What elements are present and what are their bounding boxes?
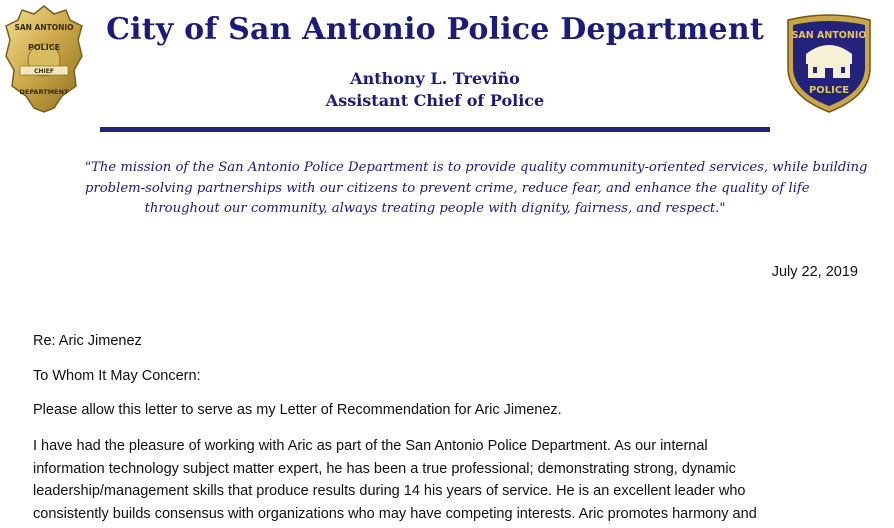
mission-statement: [85, 158, 868, 220]
body-line: consistently builds consensus with organizations who may have competing interests. Aric promotes harmony and: [33, 505, 757, 522]
mission-line: "The mission of the San Antonio Police Department is to provide quality community-oriented services, while building: [85, 160, 868, 175]
badge-right-line-2: POLICE: [808, 85, 850, 96]
body-line: leadership/management skills that produce results during 14 his years of service. He is an excellent leader who: [33, 483, 746, 499]
letter-subject: Re: Aric Jimenez: [33, 333, 142, 349]
san-antonio-police-patch-icon: [782, 14, 876, 114]
badge-left-line-2: POLICE: [27, 43, 61, 52]
officer-name: Anthony L. Treviño: [350, 69, 520, 88]
mission-line: problem-solving partnerships with our citizens to prevent crime, reduce fear, and enhance the quality of life: [85, 180, 810, 196]
chief-badge-icon: [4, 4, 84, 114]
mission-line: throughout our community, always treating people with dignity, fairness, and respect.": [144, 201, 726, 216]
header-divider: [100, 127, 770, 132]
page-title: City of San Antonio Police Department: [106, 12, 764, 47]
letter-salutation: To Whom It May Concern:: [33, 368, 201, 384]
badge-left-line-4: DEPARTMENT: [19, 88, 69, 96]
body-line: information technology subject matter expert, he has been a true professional; demonstrating strong, dynamic: [33, 460, 736, 477]
body-line: I have had the pleasure of working with Aric as part of the San Antonio Police Department. As our internal: [33, 438, 708, 454]
badge-right-line-1: SAN ANTONIO: [791, 30, 867, 41]
letter-date: July 22, 2019: [771, 264, 858, 280]
letter-intro: Please allow this letter to serve as my Letter of Recommendation for Aric Jimenez.: [33, 402, 562, 418]
badge-left-line-1: SAN ANTONIO: [14, 23, 74, 32]
officer-title: Assistant Chief of Police: [325, 91, 545, 110]
letter-body: [33, 435, 863, 525]
badge-left-line-3: CHIEF: [34, 68, 54, 75]
